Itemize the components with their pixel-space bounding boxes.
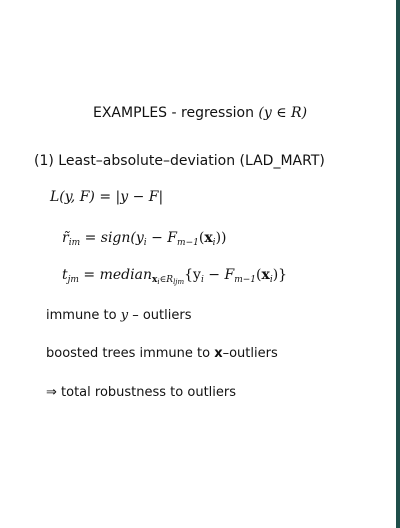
bullet-immune-x [46, 346, 278, 362]
implies-arrow-icon: ⇒ [46, 385, 57, 400]
residual-arg-minus: − F [146, 230, 178, 246]
residual-equation [62, 230, 227, 246]
residual-lhs: r̃ [62, 230, 69, 246]
residual-function: sign [100, 230, 131, 246]
update-x: x [261, 267, 270, 283]
right-edge-border [396, 0, 400, 528]
residual-arg-open: (y [130, 230, 144, 246]
update-equation [62, 267, 288, 286]
update-arg-minus: − F [203, 267, 235, 283]
residual-lhs-subscript: im [68, 238, 81, 248]
bullet1-var: y [120, 308, 129, 323]
bullet2-suffix: –outliers [222, 346, 278, 361]
bullet1-prefix: immune to [46, 308, 121, 323]
bullet-immune-y [46, 308, 192, 324]
update-sub-jm: ljm [173, 278, 185, 286]
loss-equals: = [94, 189, 116, 205]
bullet1-suffix: – outliers [128, 308, 192, 323]
update-arg-sub-i: i [200, 275, 204, 285]
update-sub-i: i [157, 278, 160, 286]
bullet2-prefix: boosted trees immune to [46, 346, 215, 361]
title-math: (y ∈ R) [258, 105, 308, 121]
update-brace-close: )} [272, 267, 288, 283]
residual-equals: = [80, 230, 101, 246]
update-arg-sub-m: m−1 [234, 275, 256, 285]
residual-x-open: ( [198, 230, 205, 246]
loss-equation [50, 189, 163, 205]
residual-x-sub: i [212, 238, 216, 248]
residual-arg-sub-m: m−1 [177, 238, 199, 248]
update-sub-in: ∈R [159, 275, 174, 285]
bullet-robustness [46, 385, 236, 401]
residual-arg-sub-i: i [143, 238, 147, 248]
update-brace-open: {y [184, 267, 201, 283]
update-lhs-subscript: jm [67, 275, 79, 285]
update-equals: = [78, 267, 100, 283]
bullet3-text: total robustness to outliers [56, 385, 236, 400]
slide-title [93, 105, 307, 121]
loss-lhs: L(y, F) [50, 189, 95, 205]
update-x-sub: i [269, 275, 273, 285]
title-text: EXAMPLES - regression [93, 105, 259, 121]
bullet2-var: x [214, 346, 223, 361]
update-x-open: ( [256, 267, 262, 283]
update-function: median [99, 267, 152, 283]
update-sub-x: x [151, 275, 158, 285]
loss-rhs: |y − F| [115, 189, 164, 205]
section-heading: (1) Least–absolute–deviation (LAD_MART) [34, 153, 325, 169]
update-function-subscript [152, 275, 184, 285]
update-lhs: t [62, 267, 68, 283]
residual-x: x [204, 230, 213, 246]
residual-close: )) [215, 230, 227, 246]
